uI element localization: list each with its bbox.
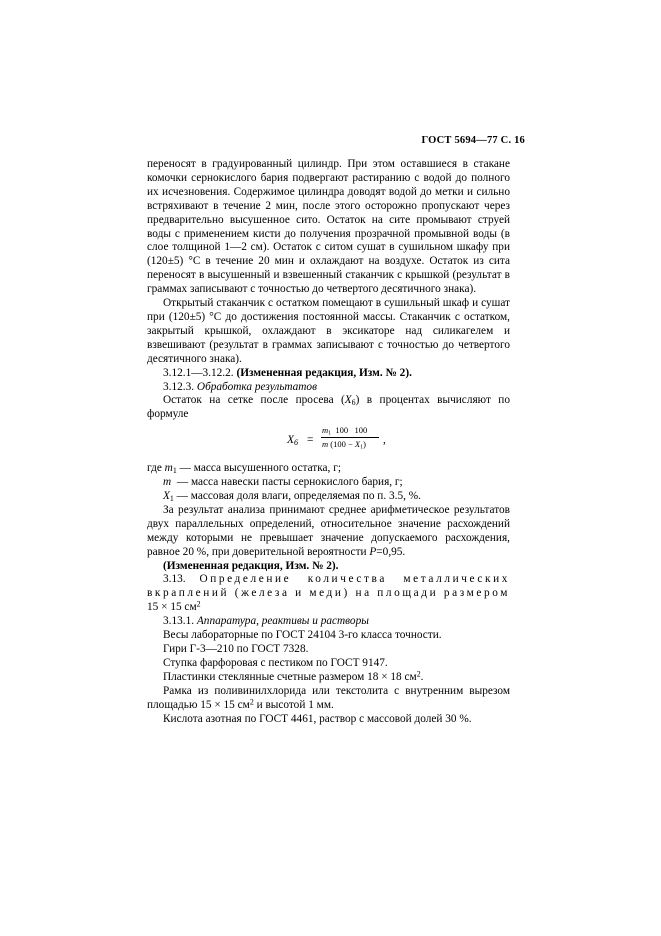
legend-x1 — [147, 490, 510, 504]
legend-text: — масса навески пасты сернокислого бария, г; — [171, 476, 403, 489]
paragraph-3-12-3 — [147, 381, 510, 395]
formula-symbol: m — [322, 425, 329, 436]
formula-numerator — [322, 424, 367, 438]
revision-note: (Измененная редакция, Изм. № 2). — [236, 366, 412, 379]
formula-symbol: X — [287, 434, 295, 447]
page-header: ГОСТ 5694—77 С. 16 — [421, 135, 525, 146]
paragraph-3-13-1 — [147, 615, 510, 629]
paragraph-formula-intro — [147, 394, 510, 422]
revision-note: (Измененная редакция, Изм. № 2). — [163, 559, 339, 572]
symbol-p: P — [369, 545, 377, 558]
symbol-x: X — [344, 394, 352, 407]
formula-lhs — [287, 434, 298, 448]
subscript: 6 — [351, 398, 356, 408]
text-fragment: =0,95. — [376, 545, 406, 558]
superscript: 2 — [249, 697, 254, 707]
page-content — [147, 158, 510, 726]
text-fragment: Остаток на сетке после просева ( — [163, 394, 345, 407]
clause-title: Обработка результатов — [196, 380, 317, 393]
paragraph-drying: Открытый стаканчик с остатком помещают в сушильный шкаф и сушат при (120±5) °С до достижения постоянной массы. Стаканчик с остатком, закрытый крышкой, охлаждают в эксикаторе над силикагелем и взвешивают (результат в граммах записывают с точностью до четвертого десятичного знака). — [147, 297, 510, 365]
list-item-glass-plates — [147, 671, 510, 685]
text-fragment: Рамка из поливинилхлорида или текстолита с внутренним вырезом площадью 15 × 15 см — [147, 684, 510, 711]
subscript: 1 — [172, 466, 177, 476]
list-item-nitric-acid: Кислота азотная по ГОСТ 4461, раствор с массовой долей 30 %. — [163, 712, 472, 725]
formula-trailing-comma: , — [383, 434, 386, 447]
subscript: 1 — [328, 430, 332, 437]
text-fragment: . — [420, 670, 424, 683]
list-item-mortar: Ступка фарфоровая с пестиком по ГОСТ 9147. — [163, 656, 388, 669]
legend-text: — масса высушенного остатка, г; — [176, 462, 341, 475]
text-fragment: где — [147, 462, 165, 475]
subscript: 1 — [169, 494, 174, 503]
clause-number: 3.13. — [163, 573, 186, 586]
paragraph-3-13 — [147, 573, 510, 615]
legend-symbol: m — [164, 462, 173, 475]
legend-text: — массовая доля влаги, определяемая по п. 3.5, %. — [173, 490, 421, 503]
clause-number: 3.12.3. — [163, 380, 195, 393]
formula-text: (100 − — [328, 439, 355, 450]
legend-symbol: m — [163, 476, 172, 489]
paragraph-result — [147, 504, 510, 560]
list-item-scales: Весы лабораторные по ГОСТ 24104 3-го класса точности. — [163, 629, 442, 642]
superscript: 2 — [416, 669, 421, 679]
clause-title-spaced: Определение количества металлических вкраплений (железа и меди) на площади размером — [147, 573, 511, 600]
text-fragment: и высотой 1 мм. — [253, 698, 334, 711]
legend-m — [147, 476, 510, 490]
subscript: 1 — [360, 444, 364, 451]
text-fragment: ) в процентах вычисляют по формуле — [147, 394, 510, 421]
legend-m1 — [147, 462, 510, 476]
formula-text: ) — [363, 439, 366, 450]
formula-symbol: X — [354, 439, 361, 450]
superscript: 2 — [196, 599, 201, 609]
text-fragment: За результат анализа принимают среднее арифметическое результатов двух параллельных определений, относительное значение расхождений между которыми не превышает значение допускаемого расхождения, равное 20 %, при доверительной вероятности — [147, 503, 510, 558]
list-item-weights: Гири Г-3—210 по ГОСТ 7328. — [163, 643, 309, 655]
text-fragment: Пластинки стеклянные счетные размером 18 × 18 см — [163, 670, 417, 683]
clause-title: Аппаратура, реактивы и растворы — [196, 615, 369, 628]
clause-number: 3.13.1. — [163, 615, 195, 628]
text-fragment: 15 × 15 см — [147, 601, 197, 614]
formula-symbol: m — [322, 439, 329, 450]
subscript: 6 — [294, 438, 299, 448]
formula-x6 — [147, 424, 510, 458]
formula-denominator — [322, 438, 366, 452]
formula-text: 100 100 — [331, 425, 368, 436]
formula-equals: = — [307, 434, 314, 447]
paragraph-continuation: переносят в градуированный цилиндр. При этом оставшиеся в стакане комочки сернокислого бария подвергают растиранию с водой до полного их исчезновения. Содержимое цилиндра доводят водой до метки и сильно встряхивают в течение 2 мин, после этого осторожно пропускают через предварительно высушенное сито. Остаток на сите промывают струей воды с применением кисти до получения прозрачной промывной воды (в слое толщиной 1—2 см). Остаток с ситом сушат в сушильном шкафу при (120±5) °С в течение 20 мин и охлаждают на воздухе. Остаток из сита переносят в высушенный и взвешенный стаканчик с крышкой (результат в граммах записывают с точностью до четвертого десятичного знака). — [147, 158, 510, 296]
paragraph-revision-3-12-1 — [147, 367, 510, 381]
legend-symbol: X — [163, 490, 170, 503]
list-item-frame — [147, 685, 510, 713]
clause-number: 3.12.1—3.12.2. — [163, 366, 234, 379]
